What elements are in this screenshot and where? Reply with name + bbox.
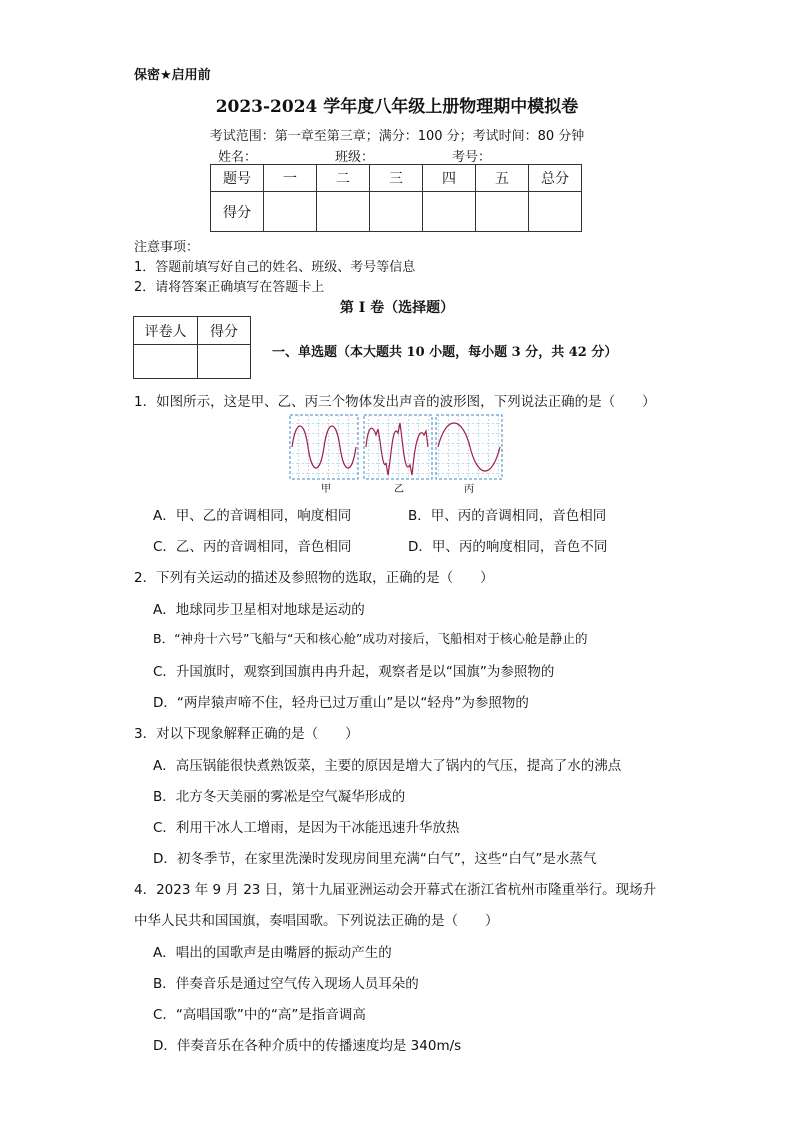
reviewer-table: [133, 316, 251, 379]
question-2-stem: 2．下列有关运动的描述及参照物的选取，正确的是（ ）: [134, 570, 494, 586]
question-4-option-b[interactable]: B．伴奏音乐是通过空气传入现场人员耳朵的: [153, 976, 419, 992]
note-item: 2．请将答案正确填写在答题卡上: [134, 280, 325, 295]
question-3-option-b[interactable]: B．北方冬天美丽的雾凇是空气凝华形成的: [153, 789, 406, 805]
question-1-stem: 1．如图所示，这是甲、乙、丙三个物体发出声音的波形图，下列说法正确的是（ ）: [134, 394, 656, 410]
waveform-figure: [288, 413, 506, 497]
question-4-option-c[interactable]: C．“高唱国歌”中的“高”是指音调高: [153, 1007, 366, 1023]
confidential-mark: 保密★启用前: [134, 68, 211, 83]
score-cell[interactable]: [370, 192, 423, 232]
score-cell[interactable]: [423, 192, 476, 232]
student-info-row: [218, 146, 569, 165]
reviewer-score-header: 得分: [198, 317, 251, 345]
wave-grid-bing: [436, 415, 502, 479]
question-3-stem: 3．对以下现象解释正确的是（ ）: [134, 726, 359, 742]
question-1-option-b[interactable]: B．甲、丙的音调相同，音色相同: [408, 508, 607, 524]
wave-label-jia: 甲: [321, 484, 331, 495]
id-label: 考号：: [452, 150, 492, 165]
part-title: 第 I 卷（选择题）: [339, 300, 455, 316]
question-4-option-a[interactable]: A．唱出的国歌声是由嘴唇的振动产生的: [153, 945, 392, 961]
question-4-option-d[interactable]: D．伴奏音乐在各种介质中的传播速度均是 340m/s: [153, 1038, 462, 1054]
question-2-option-a[interactable]: A．地球同步卫星相对地球是运动的: [153, 602, 365, 618]
exam-meta: 考试范围：第一章至第三章；满分：100 分；考试时间：80 分钟: [209, 129, 585, 144]
score-header-cell: 四: [423, 165, 476, 192]
question-2-option-c[interactable]: C．升国旗时，观察到国旗冉冉升起，观察者是以“国旗”为参照物的: [153, 664, 555, 680]
exam-title: 2023-2024 学年度八年级上册物理期中模拟卷: [215, 97, 579, 117]
question-3-option-a[interactable]: A．高压锅能很快煮熟饭菜，主要的原因是增大了锅内的气压，提高了水的沸点: [153, 758, 622, 774]
score-header-cell: 二: [317, 165, 370, 192]
question-1-option-d[interactable]: D．甲、丙的响度相同，音色不同: [408, 539, 608, 555]
score-header-cell: 总分: [529, 165, 582, 192]
section-title: 一、单选题（本大题共 10 小题，每小题 3 分，共 42 分）: [272, 345, 618, 360]
wave-label-yi: 乙: [394, 484, 404, 495]
score-header-cell: 五: [476, 165, 529, 192]
class-blank[interactable]: [374, 150, 452, 165]
question-2-option-b[interactable]: B．“神舟十六号”飞船与“天和核心舱”成功对接后，飞船相对于核心舱是静止的: [153, 631, 588, 646]
score-cell[interactable]: [529, 192, 582, 232]
score-cell[interactable]: [264, 192, 317, 232]
score-cell[interactable]: [317, 192, 370, 232]
wave-label-bing: 丙: [464, 484, 474, 495]
question-4-stem-line1: 4．2023 年 9 月 23 日，第十九届亚洲运动会开幕式在浙江省杭州市隆重举行。现场升: [134, 882, 657, 898]
id-blank[interactable]: [491, 150, 569, 165]
wave-grid-yi: [364, 415, 432, 479]
score-header-cell: 三: [370, 165, 423, 192]
score-header-cell: 一: [264, 165, 317, 192]
question-3-option-d[interactable]: D．初冬季节，在家里洗澡时发现房间里充满“白气”，这些“白气”是水蒸气: [153, 851, 597, 867]
note-item: 1．答题前填写好自己的姓名、班级、考号等信息: [134, 260, 416, 275]
score-row-label: 得分: [211, 192, 264, 232]
class-label: 班级：: [335, 150, 375, 165]
question-1-option-a[interactable]: A．甲、乙的音调相同，响度相同: [153, 508, 352, 524]
question-4-stem-line2: 中华人民共和国国旗，奏唱国歌。下列说法正确的是（ ）: [134, 913, 499, 929]
question-3-option-c[interactable]: C．利用干冰人工增雨，是因为干冰能迅速升华放热: [153, 820, 460, 836]
reviewer-cell[interactable]: [134, 345, 198, 379]
reviewer-header: 评卷人: [134, 317, 198, 345]
notes-title: 注意事项：: [134, 240, 200, 255]
reviewer-score-cell[interactable]: [198, 345, 251, 379]
question-1-option-c[interactable]: C．乙、丙的音调相同，音色相同: [153, 539, 352, 555]
question-2-option-d[interactable]: D．“两岸猿声啼不住，轻舟已过万重山”是以“轻舟”为参照物的: [153, 695, 529, 711]
name-blank[interactable]: [257, 150, 335, 165]
score-header-cell: 题号: [211, 165, 264, 192]
name-label: 姓名：: [218, 150, 258, 165]
score-cell[interactable]: [476, 192, 529, 232]
score-table: [210, 164, 582, 232]
